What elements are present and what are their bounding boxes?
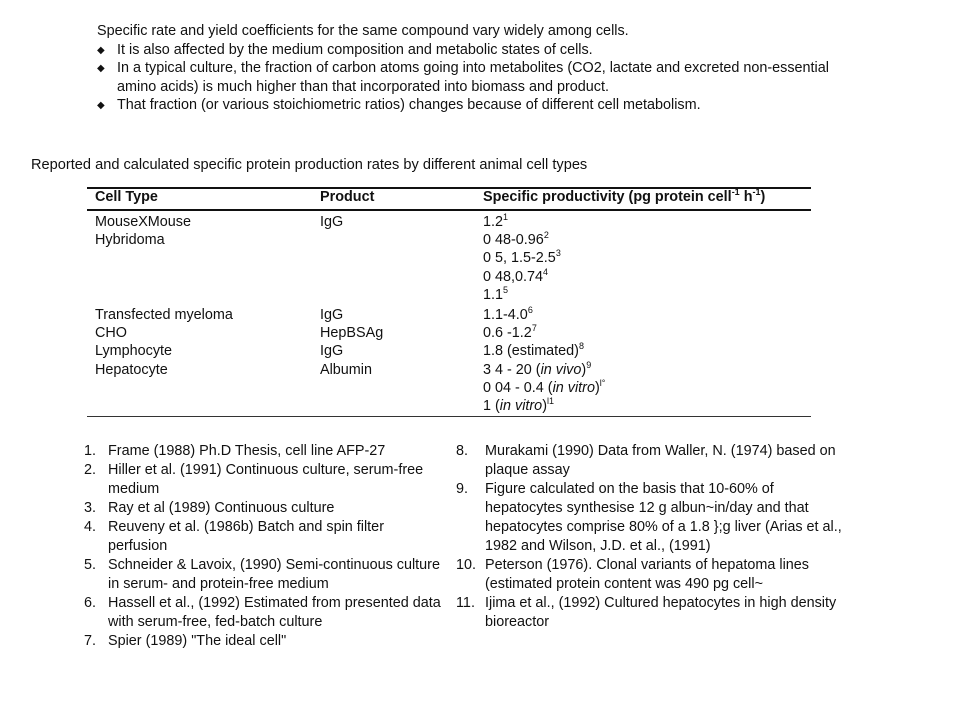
reference-item xyxy=(84,594,444,632)
reference-item xyxy=(84,461,444,499)
productivity-close: ) xyxy=(542,397,547,414)
reference-number: 5. xyxy=(84,557,97,573)
cell-productivity xyxy=(483,342,584,360)
reference-item xyxy=(84,499,444,518)
reference-text: Schneider & Lavoix, (1990) Semi-continuous culture in serum- and protein-free medium xyxy=(108,557,440,592)
table-row xyxy=(87,306,811,324)
reference-number: 6. xyxy=(84,595,97,611)
header-sup-hour: -1 xyxy=(752,187,761,197)
bullet-text: It is also affected by the medium composition and metabolic states of cells. xyxy=(117,41,593,58)
reference-item xyxy=(456,480,846,556)
reference-marker: l1 xyxy=(546,395,554,406)
cell-productivity xyxy=(483,268,548,286)
bullet-diamond-icon: ◆ xyxy=(97,44,105,56)
cell-type: Hybridoma xyxy=(95,232,165,249)
reference-marker: 5 xyxy=(503,284,509,295)
reference-number: 9. xyxy=(456,481,469,497)
reference-marker: 2 xyxy=(543,230,549,241)
reference-number: 3. xyxy=(84,500,97,516)
productivity-value: 1.2 xyxy=(483,214,504,230)
reference-marker: 1 xyxy=(503,212,509,222)
reference-number: 8. xyxy=(456,443,469,459)
reference-number: 1. xyxy=(84,443,97,459)
intro-bullet xyxy=(97,41,857,60)
table-row xyxy=(87,397,811,415)
intro-bullet xyxy=(97,96,857,115)
cell-productivity xyxy=(483,361,591,379)
reference-text: Hassell et al., (1992) Estimated from presented data with serum-free, fed-batch culture xyxy=(108,595,441,630)
reference-marker: l° xyxy=(599,377,606,388)
intro-lead: Specific rate and yield coefficients for the same compound vary widely among cells. xyxy=(97,23,629,39)
header-productivity-end: ) xyxy=(760,189,766,205)
reference-item xyxy=(456,556,846,594)
cell-productivity xyxy=(483,213,508,231)
table-row xyxy=(87,286,811,304)
reference-text: Ijima et al., (1992) Cultured hepatocytes in high density bioreactor xyxy=(485,595,837,630)
reference-text: Ray et al (1989) Continuous culture xyxy=(108,500,335,516)
productivity-condition: in vitro xyxy=(552,379,595,396)
reference-text: Hiller et al. (1991) Continuous culture, serum-free medium xyxy=(108,462,424,497)
table-body xyxy=(87,211,811,417)
reference-marker: 4 xyxy=(543,266,549,277)
cell-type: MouseXMouse xyxy=(95,214,191,230)
reference-item xyxy=(84,442,444,461)
productivity-value: 0 04 - 0.4 ( xyxy=(483,379,553,396)
reference-number: 7. xyxy=(84,633,97,649)
productivity-value: 0.6 -1.2 xyxy=(483,325,532,342)
table-row xyxy=(87,361,811,379)
table-row xyxy=(87,249,811,267)
productivity-value: 0 48,0.74 xyxy=(483,268,544,285)
cell-productivity xyxy=(483,286,508,304)
cell-productivity xyxy=(483,324,537,342)
cell-productivity xyxy=(483,306,533,324)
table-row xyxy=(87,324,811,342)
reference-text: Murakami (1990) Data from Waller, N. (1974) based on plaque assay xyxy=(485,443,836,478)
productivity-close: ) xyxy=(581,361,587,378)
cell-productivity xyxy=(483,397,554,415)
header-sup-cell: -1 xyxy=(731,187,740,197)
table-row xyxy=(87,268,811,286)
reference-text: Spier (1989) "The ideal cell" xyxy=(108,633,287,649)
intro-bullet xyxy=(97,59,857,96)
cell-product: IgG xyxy=(320,306,344,323)
header-product: Product xyxy=(320,189,375,205)
cell-productivity xyxy=(483,379,605,397)
header-productivity xyxy=(483,189,765,205)
cell-product: IgG xyxy=(320,343,344,360)
reference-number: 2. xyxy=(84,462,97,478)
bullet-diamond-icon: ◆ xyxy=(97,100,105,112)
reference-marker: 8 xyxy=(578,341,584,352)
cell-product: IgG xyxy=(320,214,344,230)
productivity-condition: in vitro xyxy=(499,397,543,414)
reference-item xyxy=(456,442,846,480)
cell-type: Lymphocyte xyxy=(95,343,173,360)
cell-product: Albumin xyxy=(320,361,372,378)
intro-section xyxy=(97,22,857,115)
table-header xyxy=(87,187,811,211)
cell-productivity xyxy=(483,249,561,267)
cell-type: CHO xyxy=(95,325,127,342)
header-productivity-h: h xyxy=(739,189,753,205)
reference-number: 10. xyxy=(456,557,477,573)
table-row xyxy=(87,231,811,249)
header-productivity-text: Specific productivity (pg protein cell xyxy=(483,189,732,205)
header-cell-type: Cell Type xyxy=(95,189,158,205)
table-row xyxy=(87,342,811,360)
productivity-table xyxy=(87,187,811,417)
bullet-text: In a typical culture, the fraction of carbon atoms going into metabolites (CO2, lactate and excreted non-essential amino acids) is much higher than that incorporated into biomass and product. xyxy=(117,60,829,95)
reference-marker: 6 xyxy=(527,304,533,315)
bullet-text: That fraction (or various stoichiometric ratios) changes because of different cell metabolism. xyxy=(117,97,701,114)
productivity-value: 0 48-0.96 xyxy=(483,232,544,249)
table-caption: Reported and calculated specific protein production rates by different animal cell types xyxy=(31,157,588,173)
reference-text: Reuveny et al. (1986b) Batch and spin filter perfusion xyxy=(108,519,384,554)
references-left-column xyxy=(84,442,444,651)
productivity-value: 1.8 (estimated) xyxy=(483,343,579,360)
cell-type: Transfected myeloma xyxy=(95,306,233,323)
productivity-value: 1.1-4.0 xyxy=(483,306,528,323)
cell-type: Hepatocyte xyxy=(95,361,168,378)
productivity-value: 3 4 - 20 ( xyxy=(483,361,541,378)
productivity-value: 1.1 xyxy=(483,286,504,303)
reference-text: Peterson (1976). Clonal variants of hepatoma lines (estimated protein content was 490 pg cell~ xyxy=(485,557,809,592)
cell-productivity xyxy=(483,231,549,249)
reference-number: 11. xyxy=(456,595,475,611)
cell-product: HepBSAg xyxy=(320,325,384,342)
reference-number: 4. xyxy=(84,519,97,535)
reference-marker: 7 xyxy=(531,323,537,334)
reference-marker: 9 xyxy=(586,359,592,370)
productivity-value: 0 5, 1.5-2.5 xyxy=(483,250,556,267)
reference-item xyxy=(456,594,846,632)
reference-item xyxy=(84,632,444,651)
reference-item xyxy=(84,518,444,556)
productivity-close: ) xyxy=(594,379,600,396)
reference-marker: 3 xyxy=(555,248,561,259)
reference-text: Figure calculated on the basis that 10-60% of hepatocytes synthesise 12 g albun~in/day and that hepatocytes comprise 80% of a 1.8 };g liver (Arias et al., 1982 and Wilson, J.D. et al., (1991) xyxy=(485,481,842,554)
reference-text: Frame (1988) Ph.D Thesis, cell line AFP-27 xyxy=(108,443,386,459)
table-row xyxy=(87,379,811,397)
bullet-diamond-icon: ◆ xyxy=(97,63,105,75)
reference-item xyxy=(84,556,444,594)
productivity-condition: in vivo xyxy=(540,361,582,378)
productivity-value: 1 ( xyxy=(483,397,500,414)
table-row xyxy=(87,213,811,231)
references-right-column xyxy=(456,442,846,632)
